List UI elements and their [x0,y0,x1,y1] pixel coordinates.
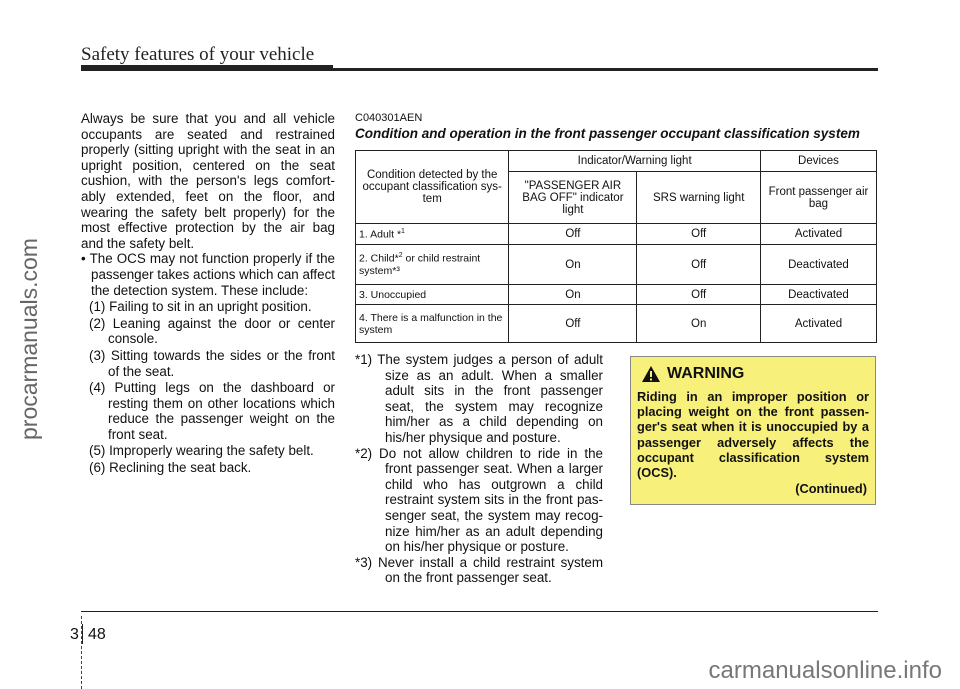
row-condition: 4. There is a malfunction in the system [356,305,509,343]
header-devices: Devices [760,151,876,172]
row-device: Deactivated [760,285,876,305]
footnote-2: *2) Do not allow children to ride in the front passenger seat. When a larger child who has outgrown a child restraint system sits in the front pas-senger seat, the system may recog-nize him/her as an adult depending on his/her physique or posture. [355,445,603,555]
warning-triangle-icon [641,365,661,383]
intro-paragraph: Always be sure that you and all vehicle occupants are seated and restrained properly (sitting upright with the seat in an upright position, centered on the seat cushion, with the person's legs comfort-ably extended, feet on the floor, and wearing the safety belt properly) for the most effective protection by the air bag and the safety belt. [81,111,335,251]
table-row [356,224,877,245]
row-airbag-off: On [509,245,637,285]
list-item: (5) Improperly wearing the safety belt. [89,443,314,459]
row-condition: 2. Child*$^2$ or child restraint system*³ [356,245,509,285]
action-list [81,299,335,476]
chapter-number: 3 [70,626,79,643]
warning-title: WARNING [667,365,745,382]
page-number: 48 [88,626,106,643]
classification-table [355,150,877,343]
row-device: Activated [760,224,876,245]
table-row [356,245,877,285]
list-item: (2) Leaning against the door or center console. [89,315,335,347]
left-column [81,111,335,477]
list-item: (1) Failing to sit in an upright position. [89,299,312,315]
ocs-bullet: • The OCS may not function properly if the passenger takes actions which can affect the detection system. These include: [81,251,335,298]
table-title: Condition and operation in the front passenger occupant classification system [355,126,860,141]
table-row [356,285,877,305]
side-watermark: procarmanuals.com [16,238,42,440]
row-device: Deactivated [760,245,876,285]
header-srs-light: SRS warning light [637,172,760,224]
list-item: (6) Reclining the seat back. [89,460,252,476]
page-header-title: Safety features of your vehicle [81,44,315,65]
row-condition: 1. Adult *$^1$ [356,224,509,245]
header-indicator: Indicator/Warning light [509,151,761,172]
row-srs: Off [637,285,760,305]
warning-box [630,356,876,505]
list-item: (3) Sitting towards the sides or the front of the seat. [89,347,335,379]
warning-text: Riding in an improper position or placing weight on the front passen-ger's seat when it is unoccupied by a passenger adversely affects the occupant classification system (OCS). [637,389,869,481]
row-srs: Off [637,245,760,285]
header-front-airbag: Front passenger air bag [760,172,876,224]
footer-rule [81,611,878,612]
bottom-watermark: carmanualsonline.info [708,657,942,684]
row-airbag-off: On [509,285,637,305]
table-row [356,305,877,343]
row-device: Activated [760,305,876,343]
footnotes [355,352,603,586]
list-item: (4) Putting legs on the dashboard or resting them on other locations which reduce the passenger weight on the front seat. [89,380,335,442]
warning-header [641,365,744,383]
row-srs: On [637,305,760,343]
header-rule [81,68,878,71]
page-number-divider [82,624,83,644]
footnote-1: *1) The system judges a person of adult size as an adult. When a smaller adult sits in the front passenger seat, the system may recognize him/her as a child depending on his/her physique and posture. [355,352,603,445]
row-airbag-off: Off [509,305,637,343]
row-airbag-off: Off [509,224,637,245]
header-condition: Condition detected by the occupant classification sys-tem [356,151,509,224]
header-airbag-off-light: "PASSENGER AIR BAG OFF" indicator light [509,172,637,224]
section-code: C040301AEN [355,112,423,124]
footnote-3: *3) Never install a child restraint system on the front passenger seat. [355,554,603,586]
row-condition: 3. Unoccupied [356,285,509,305]
warning-continued: (Continued) [795,481,867,496]
row-srs: Off [637,224,760,245]
